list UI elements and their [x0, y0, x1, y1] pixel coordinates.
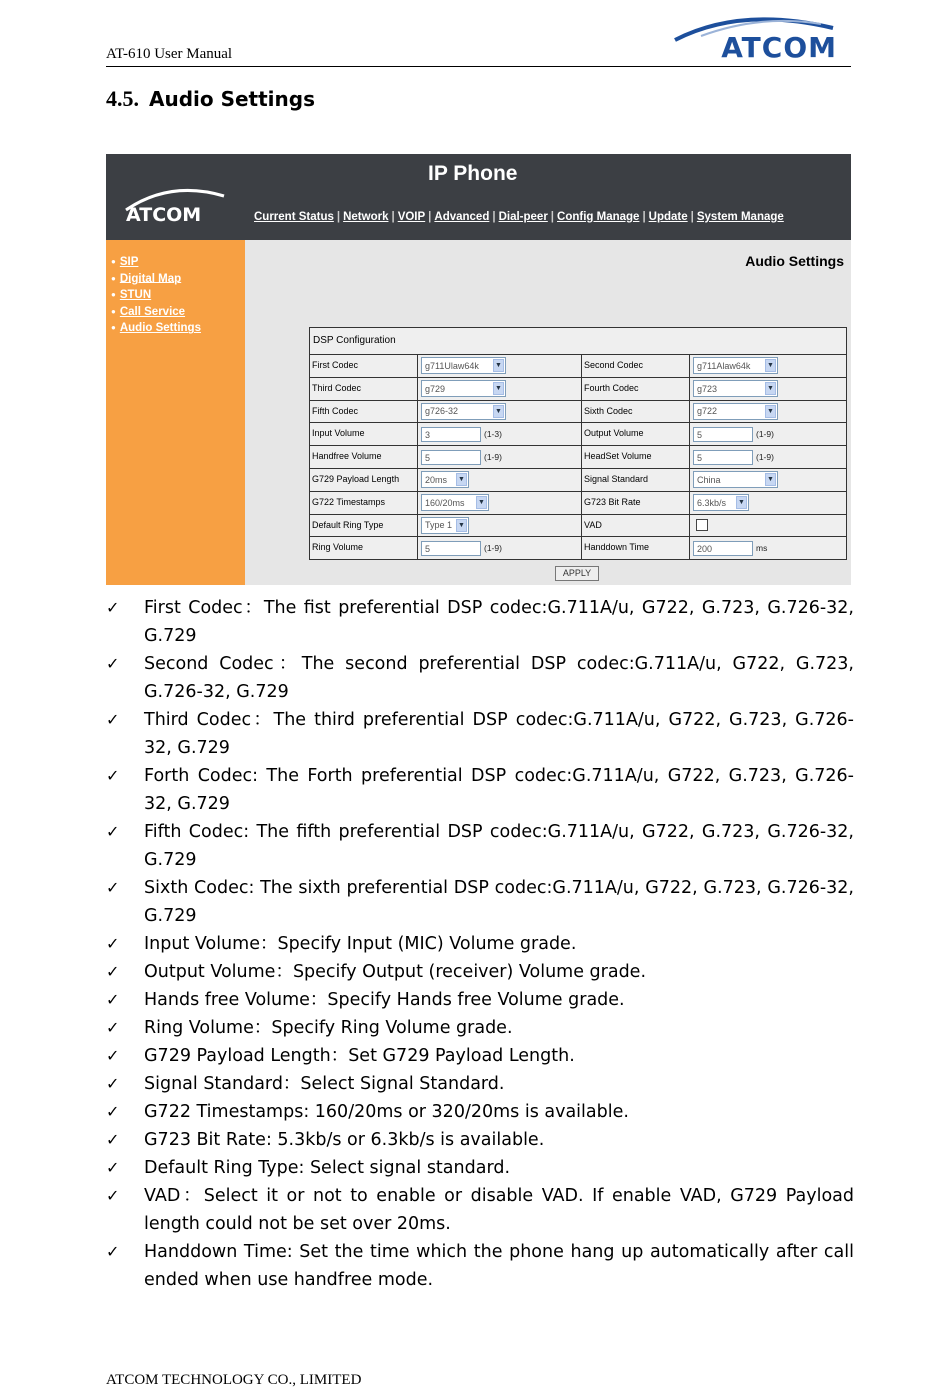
g722-timestamps-cell	[418, 492, 582, 514]
banner-title: IP Phone	[428, 162, 518, 185]
input-volume-input[interactable]: 3	[421, 427, 481, 442]
list-item-text: Hands free Volume：Specify Hands free Volume grade.	[144, 990, 625, 1010]
bullet-icon: ●	[111, 323, 116, 333]
checkmark-icon: ✓	[106, 766, 120, 785]
dsp-row	[310, 423, 846, 446]
page-footer: ATCOM TECHNOLOGY CO., LIMITED	[106, 1372, 362, 1388]
fifth-codec-select[interactable]	[421, 403, 506, 420]
signal-standard-cell	[690, 469, 846, 491]
checkmark-icon: ✓	[106, 598, 120, 617]
input-volume-range-hint: (1-3)	[484, 429, 502, 440]
chevron-down-icon: ▼	[765, 382, 776, 395]
atcom-logo	[667, 12, 837, 64]
nav-voip[interactable]: VOIP	[397, 211, 426, 223]
handfree-volume-label: Handfree Volume	[310, 446, 418, 468]
list-item	[106, 1070, 854, 1098]
chevron-down-icon: ▼	[493, 359, 504, 372]
dsp-configuration-table	[309, 327, 847, 560]
ring-volume-input[interactable]: 5	[421, 541, 481, 556]
checkmark-icon: ✓	[106, 822, 120, 841]
select-value: China	[697, 474, 721, 485]
list-item-text: Handdown Time: Set the time which the phone hang up automatically after call ended when use handfree mode.	[144, 1242, 854, 1290]
list-item-text: Input Volume：Specify Input (MIC) Volume grade.	[144, 934, 577, 954]
dsp-row	[310, 446, 846, 469]
sidebar-item-digital-map[interactable]	[111, 271, 245, 288]
list-item	[106, 1154, 854, 1182]
checkmark-icon: ✓	[106, 1242, 120, 1261]
sidebar-link[interactable]: Call Service	[119, 305, 186, 318]
banner	[106, 154, 851, 240]
signal-standard-label: Signal Standard	[582, 469, 690, 491]
top-nav	[254, 211, 784, 223]
section-heading	[106, 86, 315, 112]
g723-bit-rate-label: G723 Bit Rate	[582, 492, 690, 514]
list-item	[106, 1014, 854, 1042]
list-item	[106, 1238, 854, 1294]
g722-timestamps-label: G722 Timestamps	[310, 492, 418, 514]
g729-payload-length-cell	[418, 469, 582, 491]
sidebar-item-sip[interactable]	[111, 254, 245, 271]
fourth-codec-cell	[690, 378, 846, 400]
handdown-time-cell	[690, 537, 846, 559]
dsp-row	[310, 378, 846, 401]
fourth-codec-label: Fourth Codec	[582, 378, 690, 400]
ip-phone-web-ui	[106, 154, 851, 585]
list-item-text: First Codec：The fist preferential DSP codec:G.711A/u, G722, G.723, G.726-32, G.729	[144, 598, 854, 646]
list-item-text: G729 Payload Length：Set G729 Payload Length.	[144, 1046, 575, 1066]
select-value: 20ms	[425, 474, 448, 485]
nav-separator: |	[690, 211, 694, 223]
list-item-text: Fifth Codec: The fifth preferential DSP codec:G.711A/u, G722, G.723, G.726-32, G.729	[144, 822, 854, 870]
nav-network[interactable]: Network	[343, 211, 389, 223]
chevron-down-icon: ▼	[476, 496, 487, 509]
list-item-text: G723 Bit Rate: 5.3kb/s or 6.3kb/s is available.	[144, 1130, 545, 1150]
list-item-text: G722 Timestamps: 160/20ms or 320/20ms is available.	[144, 1102, 629, 1122]
list-item	[106, 594, 854, 650]
nav-separator: |	[336, 211, 341, 223]
chevron-down-icon: ▼	[736, 496, 747, 509]
select-value: g729	[425, 383, 446, 394]
chevron-down-icon: ▼	[456, 519, 467, 532]
g729-payload-length-select[interactable]	[421, 471, 469, 488]
vad-label: VAD	[582, 515, 690, 537]
panel-title: Audio Settings	[745, 253, 844, 269]
dsp-row	[310, 355, 846, 378]
checkmark-icon: ✓	[106, 962, 120, 981]
g729-payload-length-label: G729 Payload Length	[310, 469, 418, 491]
output-volume-cell	[690, 423, 846, 445]
output-volume-range-hint: (1-9)	[756, 429, 774, 440]
chevron-down-icon: ▼	[765, 473, 776, 486]
dsp-row	[310, 537, 846, 559]
first-codec-label: First Codec	[310, 355, 418, 377]
handdown-time-input[interactable]: 200	[693, 541, 753, 556]
second-codec-label: Second Codec	[582, 355, 690, 377]
checkmark-icon: ✓	[106, 1186, 120, 1205]
nav-separator: |	[428, 211, 432, 223]
checkmark-icon: ✓	[106, 878, 120, 897]
second-codec-select[interactable]	[693, 357, 778, 374]
first-codec-cell	[418, 355, 582, 377]
default-ring-type-label: Default Ring Type	[310, 515, 418, 537]
list-item-text: Output Volume：Specify Output (receiver) Volume grade.	[144, 962, 647, 982]
sidebar-link[interactable]: Digital Map	[119, 272, 182, 285]
list-item-text: Ring Volume：Specify Ring Volume grade.	[144, 1018, 513, 1038]
list-item	[106, 1098, 854, 1126]
banner-logo-text: ATCOM	[126, 204, 202, 226]
nav-advanced[interactable]: Advanced	[434, 211, 490, 223]
page-header	[106, 31, 851, 67]
list-item	[106, 1182, 854, 1238]
input-volume-label: Input Volume	[310, 423, 418, 445]
chevron-down-icon: ▼	[456, 473, 467, 486]
list-item	[106, 986, 854, 1014]
select-value: g711Alaw64k	[697, 360, 751, 371]
nav-separator: |	[550, 211, 555, 223]
fifth-codec-label: Fifth Codec	[310, 401, 418, 423]
select-value: g722	[697, 406, 718, 417]
headset-volume-range-hint: (1-9)	[756, 452, 774, 463]
sidebar-item-audio-settings[interactable]	[111, 320, 245, 337]
list-item-text: Second Codec：The second preferential DSP codec:G.711A/u, G722, G.723, G.726-32, G.729	[144, 654, 854, 702]
list-item	[106, 1042, 854, 1070]
nav-system-manage[interactable]: System Manage	[696, 211, 784, 223]
list-item	[106, 874, 854, 930]
sidebar-link[interactable]: Audio Settings	[119, 322, 201, 335]
sidebar-link[interactable]: STUN	[119, 289, 152, 302]
list-item	[106, 762, 854, 818]
ring-volume-range-hint: (1-9)	[484, 543, 502, 554]
chevron-down-icon: ▼	[493, 382, 504, 395]
list-item	[106, 818, 854, 874]
section-number: 4.5.	[106, 86, 139, 111]
list-item-text: VAD：Select it or not to enable or disable VAD. If enable VAD, G729 Payload length could not be set over 20ms.	[144, 1186, 854, 1234]
list-item-text: Forth Codec: The Forth preferential DSP codec:G.711A/u, G722, G.723, G.726-32, G.729	[144, 766, 854, 814]
default-ring-type-select[interactable]	[421, 517, 469, 534]
list-item	[106, 1126, 854, 1154]
g722-timestamps-select[interactable]	[421, 494, 489, 511]
select-value: g723	[697, 383, 718, 394]
nav-separator: |	[642, 211, 646, 223]
handfree-volume-input[interactable]: 5	[421, 450, 481, 465]
third-codec-label: Third Codec	[310, 378, 418, 400]
handdown-time-range-hint: ms	[756, 543, 768, 554]
handfree-volume-range-hint: (1-9)	[484, 452, 502, 463]
feature-list	[106, 594, 854, 1294]
list-item	[106, 706, 854, 762]
chevron-down-icon: ▼	[493, 405, 504, 418]
banner-logo	[120, 184, 230, 228]
handdown-time-label: Handdown Time	[582, 537, 690, 559]
nav-update[interactable]: Update	[648, 211, 688, 223]
sidebar-link[interactable]: SIP	[119, 255, 139, 268]
checkmark-icon: ✓	[106, 1158, 120, 1177]
input-volume-cell	[418, 423, 582, 445]
left-sidebar	[106, 240, 245, 585]
chevron-down-icon: ▼	[765, 359, 776, 372]
handfree-volume-cell	[418, 446, 582, 468]
sixth-codec-cell	[690, 401, 846, 423]
third-codec-select[interactable]	[421, 380, 506, 397]
second-codec-cell	[690, 355, 846, 377]
checkmark-icon: ✓	[106, 1018, 120, 1037]
select-value: 6.3kb/s	[697, 497, 727, 508]
list-item	[106, 930, 854, 958]
dsp-row	[310, 401, 846, 424]
document-title: AT-610 User Manual	[106, 46, 233, 62]
list-item-text: Signal Standard：Select Signal Standard.	[144, 1074, 505, 1094]
checkmark-icon: ✓	[106, 990, 120, 1009]
select-value: Type 1	[425, 520, 453, 531]
list-item-text: Sixth Codec: The sixth preferential DSP codec:G.711A/u, G722, G.723, G.726-32, G.729	[144, 878, 854, 926]
signal-standard-select[interactable]	[693, 471, 778, 488]
logo-text: ATCOM	[721, 31, 837, 64]
bullet-icon: ●	[111, 290, 116, 300]
checkmark-icon: ✓	[106, 710, 120, 729]
section-title: Audio Settings	[149, 87, 315, 111]
headset-volume-label: HeadSet Volume	[582, 446, 690, 468]
nav-separator: |	[391, 211, 395, 223]
third-codec-cell	[418, 378, 582, 400]
g723-bit-rate-select[interactable]	[693, 494, 749, 511]
sidebar-item-stun[interactable]	[111, 287, 245, 304]
list-item	[106, 958, 854, 986]
checkmark-icon: ✓	[106, 1102, 120, 1121]
vad-cell	[690, 515, 846, 537]
checkmark-icon: ✓	[106, 1130, 120, 1149]
dsp-row	[310, 515, 846, 538]
headset-volume-input[interactable]: 5	[693, 450, 753, 465]
first-codec-select[interactable]	[421, 357, 506, 374]
vad-checkbox[interactable]	[696, 519, 708, 531]
select-value: g711Ulaw64k	[425, 360, 479, 371]
list-item-text: Default Ring Type: Select signal standard.	[144, 1158, 511, 1178]
default-ring-type-cell	[418, 515, 582, 537]
checkmark-icon: ✓	[106, 934, 120, 953]
sixth-codec-label: Sixth Codec	[582, 401, 690, 423]
list-item	[106, 650, 854, 706]
g723-bit-rate-cell	[690, 492, 846, 514]
checkmark-icon: ✓	[106, 1046, 120, 1065]
fourth-codec-select[interactable]	[693, 380, 778, 397]
nav-dial-peer[interactable]: Dial-peer	[498, 211, 548, 223]
output-volume-label: Output Volume	[582, 423, 690, 445]
select-value: 160/20ms	[425, 497, 465, 508]
ring-volume-label: Ring Volume	[310, 537, 418, 559]
chevron-down-icon: ▼	[765, 405, 776, 418]
bullet-icon: ●	[111, 257, 116, 266]
nav-current-status[interactable]: Current Status	[254, 211, 334, 223]
nav-separator: |	[492, 211, 496, 223]
sixth-codec-select[interactable]	[693, 403, 778, 420]
nav-config-manage[interactable]: Config Manage	[557, 211, 640, 223]
headset-volume-cell	[690, 446, 846, 468]
dsp-rows	[310, 355, 846, 559]
dsp-row	[310, 469, 846, 492]
select-value: g726-32	[425, 406, 459, 417]
checkmark-icon: ✓	[106, 654, 120, 673]
dsp-caption: DSP Configuration	[310, 328, 846, 355]
sidebar-item-call-service[interactable]	[111, 304, 245, 321]
bullet-icon: ●	[111, 273, 116, 283]
dsp-row	[310, 492, 846, 515]
ring-volume-cell	[418, 537, 582, 559]
apply-button[interactable]: APPLY	[555, 566, 599, 581]
list-item-text: Third Codec：The third preferential DSP codec:G.711A/u, G722, G.723, G.726-32, G.729	[144, 710, 854, 758]
fifth-codec-cell	[418, 401, 582, 423]
checkmark-icon: ✓	[106, 1074, 120, 1093]
bullet-icon: ●	[111, 306, 116, 316]
output-volume-input[interactable]: 5	[693, 427, 753, 442]
